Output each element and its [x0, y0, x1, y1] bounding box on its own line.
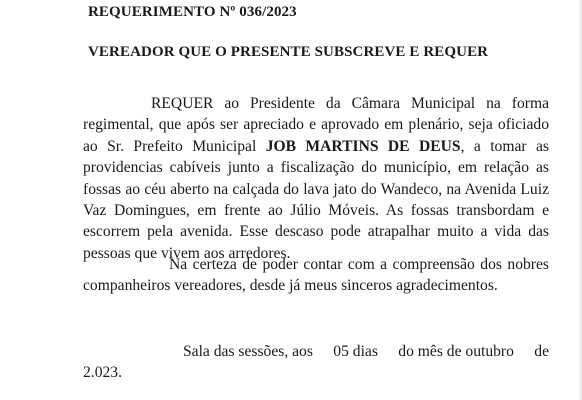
- closing-of-text: de: [534, 343, 549, 360]
- request-text-end: , a tomar as providencias cabíveis junto a fiscalização do município, em relação as fossas ao céu aberto na calçada do lava jato do Wandeco, na Avenida Luiz Vaz Domingues, em frente ao Júlio Móveis. As fossas transbordam e escorrem pela avenida. Esse descaso pode atrapalhar muito a vida das pessoas que vivem aos arredores.: [83, 137, 549, 262]
- closing-month-text: do mês de outubro: [398, 343, 514, 360]
- request-text-start: REQUER ao Presidente da Câmara Municipal na forma regimental, que após ser apreciado e aprovado em plenário, seja oficiado ao Sr. Prefeito Municipal: [83, 95, 549, 155]
- closing-date-line: [83, 341, 549, 362]
- closing-block: [83, 341, 549, 384]
- mayor-name: JOB MARTINS DE DEUS: [265, 137, 461, 155]
- thanks-text: Na certeza de poder contar com a compreensão dos nobres companheiros vereadores, desde já meus sinceros agradecimentos.: [83, 256, 549, 295]
- request-paragraph: [83, 93, 549, 264]
- document-title: REQUERIMENTO Nº 036/2023: [88, 4, 297, 20]
- scan-edge-shadow: [578, 0, 582, 400]
- closing-session-text: Sala das sessões, aos: [183, 343, 313, 360]
- closing-year: 2.023.: [83, 364, 122, 382]
- document-subtitle: VEREADOR QUE O PRESENTE SUBSCREVE E REQUER: [88, 44, 489, 60]
- closing-day-text: 05 dias: [333, 343, 378, 360]
- thanks-paragraph: [83, 254, 549, 297]
